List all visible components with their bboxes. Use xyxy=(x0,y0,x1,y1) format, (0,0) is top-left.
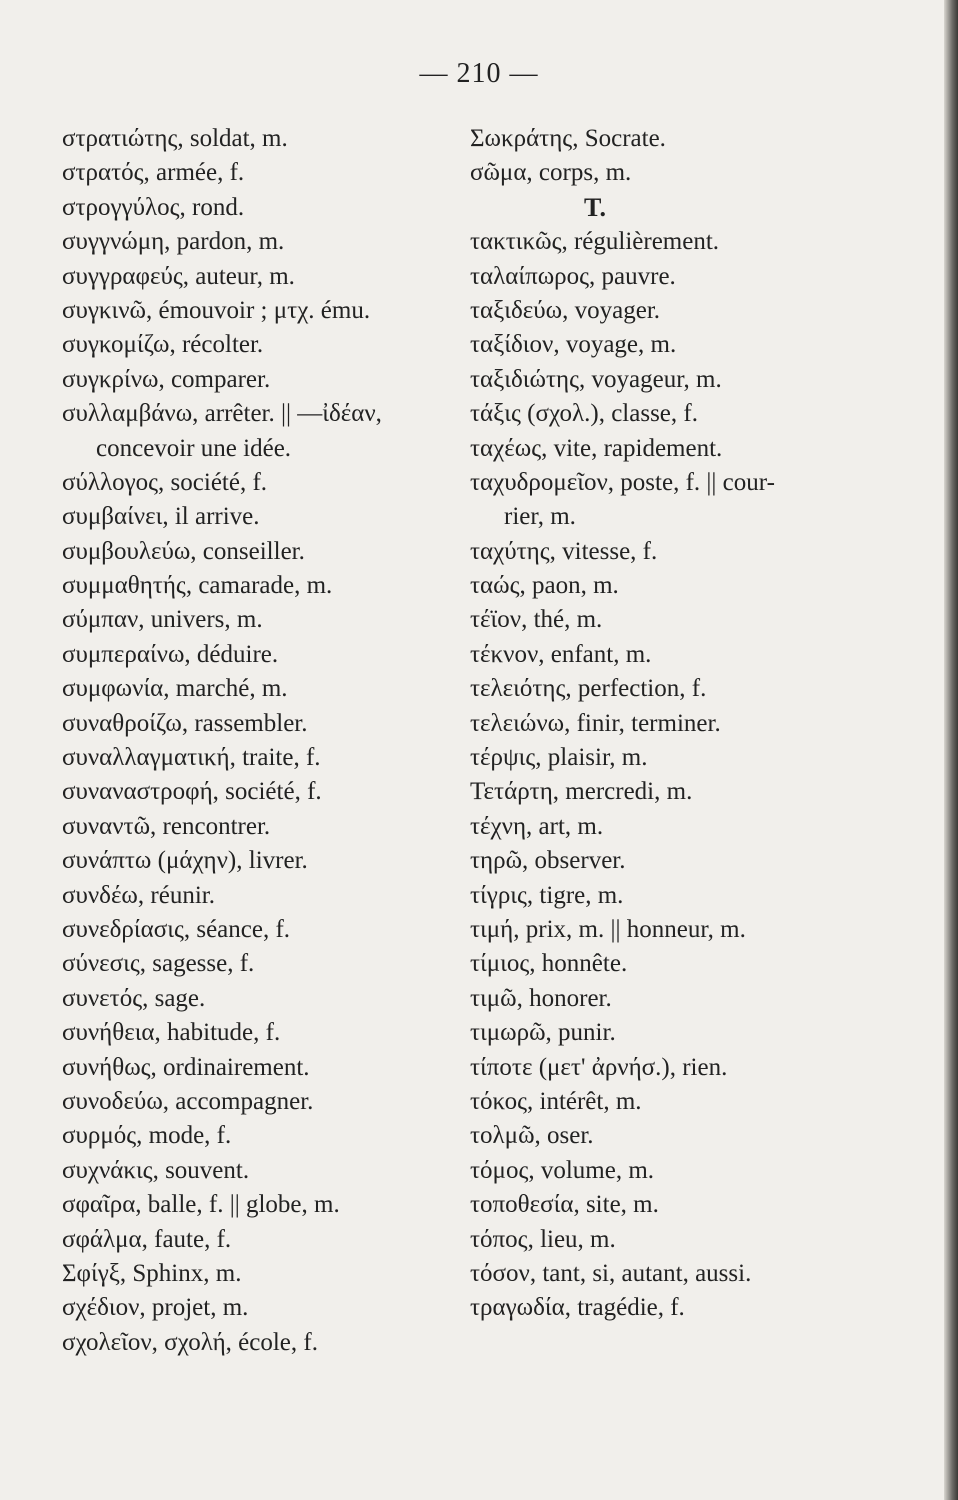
section-letter-heading: T. xyxy=(584,192,606,222)
entry: συγκομίζω, récolter. xyxy=(62,331,264,359)
entry: τέρψις, plaisir, m. xyxy=(470,744,648,772)
entry: συρμός, mode, f. xyxy=(62,1122,232,1150)
entry: σφαῖρα, balle, f. || globe, m. xyxy=(62,1191,340,1219)
entry: συμπεραίνω, déduire. xyxy=(62,640,279,668)
entry: τάξις (σχολ.), classe, f. xyxy=(470,400,698,428)
entry: συνάπτω (μάχην), livrer. xyxy=(62,847,308,875)
entry: συναθροίζω, rassembler. xyxy=(62,709,308,737)
entry: σύλλογος, société, f. xyxy=(62,468,268,496)
entry: ταχέως, vite, rapidement. xyxy=(470,434,723,462)
entry: συνήθως, ordinairement. xyxy=(62,1053,310,1081)
left-column xyxy=(62,122,472,1360)
entry: ταχυδρομεῖον, poste, f. || cour- xyxy=(470,468,775,496)
entry: σύνεσις, sagesse, f. xyxy=(62,950,255,978)
entry: Τετάρτη, mercredi, m. xyxy=(470,778,693,806)
entry: ταλαίπωρος, pauvre. xyxy=(470,262,676,290)
entry: τόπος, lieu, m. xyxy=(470,1225,616,1253)
entry: συναντῶ, rencontrer. xyxy=(62,812,271,840)
entry: συμμαθητής, camarade, m. xyxy=(62,572,333,600)
entry: τολμῶ, oser. xyxy=(470,1122,594,1150)
entry: τέϊον, thé, m. xyxy=(470,606,603,634)
entry: τόμος, volume, m. xyxy=(470,1156,655,1184)
entry: τέχνη, art, m. xyxy=(470,812,604,840)
entry: τιμή, prix, m. || honneur, m. xyxy=(470,915,746,943)
entry: στρατός, armée, f. xyxy=(62,159,245,187)
entry: ταώς, paon, m. xyxy=(470,572,619,600)
entry: συναλλαγματική, traite, f. xyxy=(62,744,321,772)
entry: Σωκράτης, Socrate. xyxy=(470,125,666,152)
right-column xyxy=(470,122,850,1326)
entry: ταξίδιον, voyage, m. xyxy=(470,331,677,359)
entry: ταχύτης, vitesse, f. xyxy=(470,537,658,565)
entry-continuation: rier, m. xyxy=(504,503,576,531)
entry: τελειώνω, finir, terminer. xyxy=(470,709,721,737)
entry: σύμπαν, univers, m. xyxy=(62,606,263,634)
entry: σῶμα, corps, m. xyxy=(470,159,632,187)
entry: τίγρις, tigre, m. xyxy=(470,881,624,909)
entry: στρατιώτης, soldat, m. xyxy=(62,125,288,152)
entry: συγγραφεύς, auteur, m. xyxy=(62,262,295,290)
entry: συγκρίνω, comparer. xyxy=(62,365,271,393)
entry: συμβουλεύω, conseiller. xyxy=(62,537,305,565)
entry: στρογγύλος, rond. xyxy=(62,193,245,221)
entry: τραγωδία, tragédie, f. xyxy=(470,1294,685,1322)
entry: τηρῶ, observer. xyxy=(470,847,626,875)
entry: συμφωνία, marché, m. xyxy=(62,675,288,703)
page-number: — 210 — xyxy=(419,58,539,89)
entry: συνετός, sage. xyxy=(62,984,206,1012)
entry: τόκος, intérêt, m. xyxy=(470,1087,642,1115)
entry: σχέδιον, projet, m. xyxy=(62,1294,249,1322)
entry: τελειότης, perfection, f. xyxy=(470,675,707,703)
entry: τιμωρῶ, punir. xyxy=(470,1019,616,1047)
entry: συνήθεια, habitude, f. xyxy=(62,1019,281,1047)
entry: Σφίγξ, Sphinx, m. xyxy=(62,1259,242,1287)
entry: συμβαίνει, il arrive. xyxy=(62,503,260,531)
entry-continuation: concevoir une idée. xyxy=(96,434,292,462)
entry: τιμῶ, honorer. xyxy=(470,984,612,1012)
entry: συνδέω, réunir. xyxy=(62,881,215,909)
page-edge-shadow xyxy=(944,0,958,1500)
entry: ταξιδεύω, voyager. xyxy=(470,296,661,324)
entry: σφάλμα, faute, f. xyxy=(62,1225,232,1253)
entry: συχνάκις, souvent. xyxy=(62,1156,250,1184)
entry: τίμιος, honnête. xyxy=(470,950,628,978)
entry: συγγνώμη, pardon, m. xyxy=(62,228,285,256)
entry: τίποτε (μετ' ἀρνήσ.), rien. xyxy=(470,1053,728,1081)
entry: σχολεῖον, σχολή, école, f. xyxy=(62,1328,318,1356)
entry: τοποθεσία, site, m. xyxy=(470,1191,659,1219)
entry: τέκνον, enfant, m. xyxy=(470,640,652,668)
entry: συγκινῶ, émouvoir ; μτχ. ému. xyxy=(62,296,371,324)
entry: τόσον, tant, si, autant, aussi. xyxy=(470,1259,752,1287)
entry: συνοδεύω, accompagner. xyxy=(62,1087,314,1115)
entry: ταξιδιώτης, voyageur, m. xyxy=(470,365,722,393)
entry: συνεδρίασις, séance, f. xyxy=(62,915,291,943)
entry: συλλαμβάνω, arrêter. || —ἰδέαν, xyxy=(62,400,382,428)
entry: τακτικῶς, régulièrement. xyxy=(470,228,720,256)
entry: συναναστροφή, société, f. xyxy=(62,778,322,806)
